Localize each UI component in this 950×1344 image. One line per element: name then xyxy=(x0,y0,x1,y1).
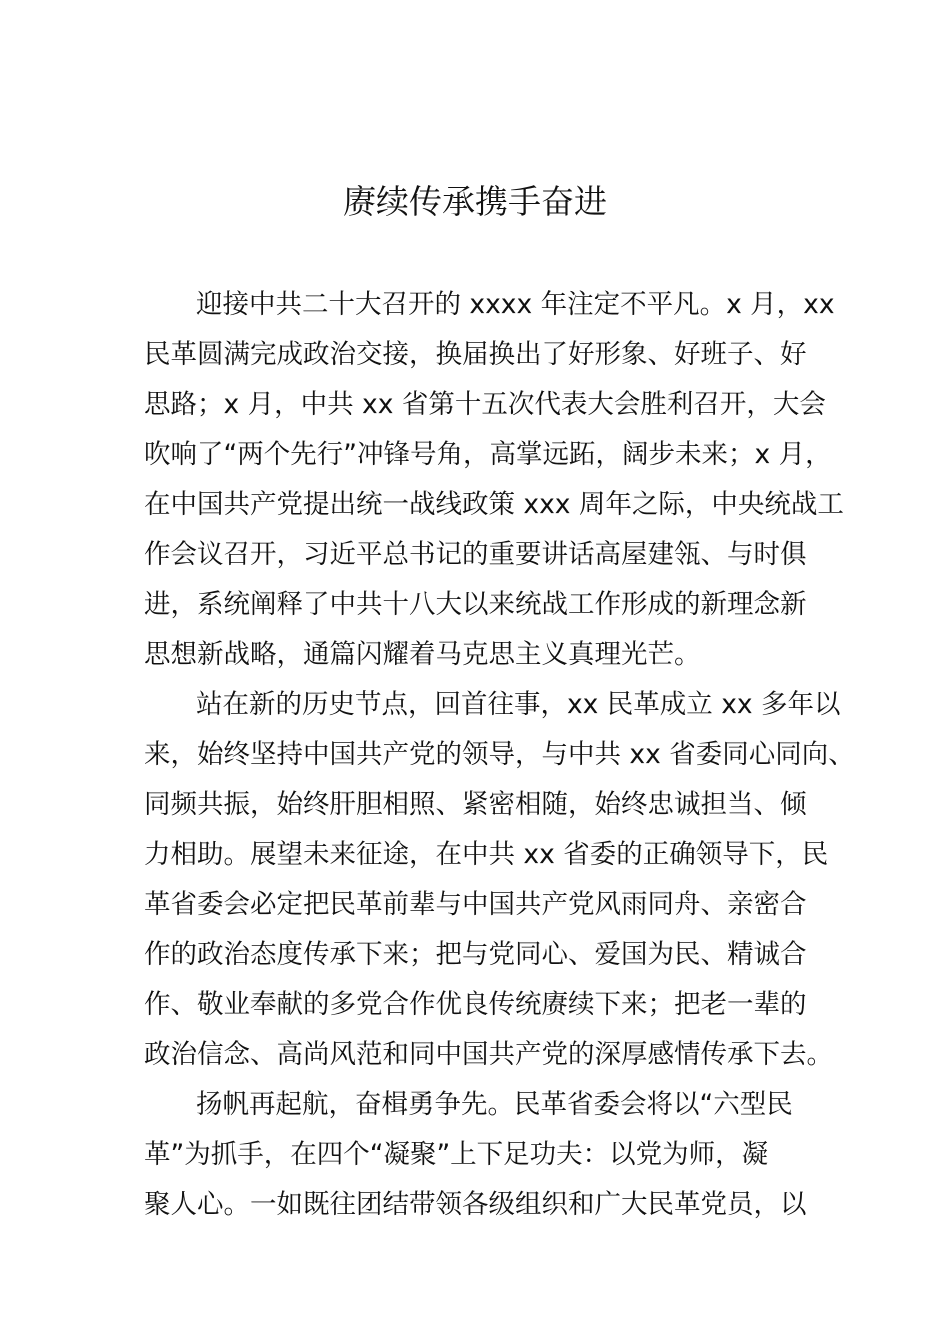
paragraph-2-line-7: 作、敬业奉献的多党合作优良传统赓续下来；把老一辈的 xyxy=(144,989,807,1020)
paragraph-2-line-3: 同频共振，始终肝胆相照、紧密相随，始终忠诚担当、倾 xyxy=(144,789,807,820)
paragraph-1-line-3: 思路；x 月，中共 xx 省第十五次代表大会胜利召开，大会 xyxy=(144,389,826,420)
paragraph-3-line-1: 扬帆再起航，奋楫勇争先。民革省委会将以“六型民 xyxy=(196,1089,793,1120)
paragraph-2-line-2: 来，始终坚持中国共产党的领导，与中共 xx 省委同心同向、 xyxy=(144,739,855,770)
paragraph-2-line-8: 政治信念、高尚风范和同中国共产党的深厚感情传承下去。 xyxy=(144,1039,833,1070)
paragraph-1-line-6: 作会议召开，习近平总书记的重要讲话高屋建瓴、与时俱 xyxy=(144,539,807,570)
paragraph-1-line-7: 进，系统阐释了中共十八大以来统战工作形成的新理念新 xyxy=(144,589,807,620)
paragraph-3-line-2: 革”为抓手，在四个“凝聚”上下足功夫：以党为师，凝 xyxy=(144,1139,769,1170)
paragraph-2-line-6: 作的政治态度传承下来；把与党同心、爱国为民、精诚合 xyxy=(144,939,807,970)
paragraph-3-line-3: 聚人心。一如既往团结带领各级组织和广大民革党员，以 xyxy=(144,1189,807,1220)
paragraph-1-line-4: 吹响了“两个先行”冲锋号角，高掌远跖，阔步未来；x 月， xyxy=(144,439,832,470)
paragraph-2-line-4: 力相助。展望未来征途，在中共 xx 省委的正确领导下，民 xyxy=(144,839,829,870)
paragraph-2-line-1: 站在新的历史节点，回首往事，xx 民革成立 xx 多年以 xyxy=(196,689,841,720)
paragraph-1-line-8: 思想新战略，通篇闪耀着马克思主义真理光芒。 xyxy=(144,639,701,670)
document-body xyxy=(144,280,855,1230)
paragraph-1-line-5: 在中国共产党提出统一战线政策 xxx 周年之际，中央统战工 xyxy=(144,489,844,520)
paragraph-1-line-2: 民革圆满完成政治交接，换届换出了好形象、好班子、好 xyxy=(144,339,807,370)
paragraph-2-line-5: 革省委会必定把民革前辈与中国共产党风雨同舟、亲密合 xyxy=(144,889,807,920)
document-title: 赓续传承携手奋进 xyxy=(343,182,607,221)
paragraph-1-line-1: 迎接中共二十大召开的 xxxx 年注定不平凡。x 月，xx xyxy=(196,289,835,320)
